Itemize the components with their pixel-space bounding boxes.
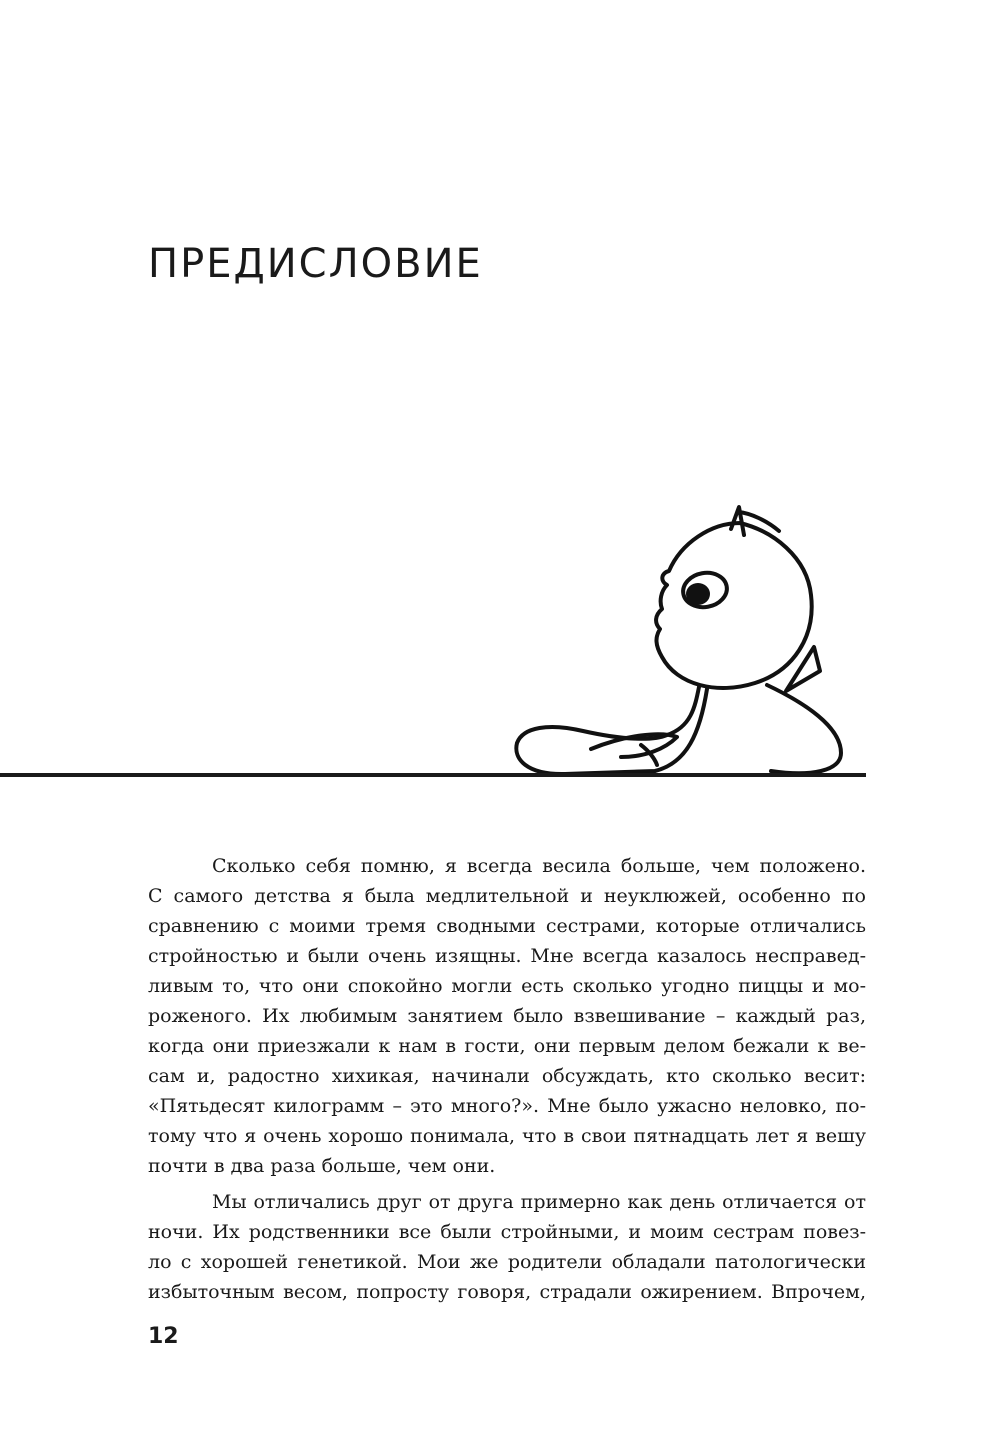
cartoon-creature-icon [505,495,855,785]
text-line: тому что я очень хорошо понимала, что в свои пятнадцать лет я вешу [148,1125,866,1147]
text-line: С самого детства я была медлительной и неуклюжей, особенно по [148,885,866,907]
text-line: избыточным весом, попросту говоря, страдали ожирением. Впрочем, [148,1281,866,1303]
text-line: стройностью и были очень изящны. Мне всегда казалось несправед- [148,945,866,967]
text-line: ливым то, что они спокойно могли есть сколько угодно пиццы и мо- [148,975,866,997]
text-line: ло с хорошей генетикой. Мои же родители обладали патологически [148,1251,866,1273]
text-line: «Пятьдесят килограмм – это много?». Мне было ужасно неловко, по- [148,1095,866,1117]
text-line: когда они приезжали к нам в гости, они первым делом бежали к ве- [148,1035,866,1057]
text-line: Мы отличались друг от друга примерно как день отличается от [212,1191,866,1213]
section-divider [0,773,866,777]
text-line: ночи. Их родственники все были стройными, и моим сестрам повез- [148,1221,866,1243]
body-text [148,851,866,1307]
text-line: сам и, радостно хихикая, начинали обсуждать, кто сколько весит: [148,1065,866,1087]
text-line: Сколько себя помню, я всегда весила больше, чем положено. [212,855,866,877]
text-line: сравнению с моими тремя сводными сестрами, которые отличались [148,915,866,937]
chapter-title: ПРЕДИСЛОВИЕ [148,241,483,287]
text-line: роженого. Их любимым занятием было взвешивание – каждый раз, [148,1005,866,1027]
text-line: почти в два раза больше, чем они. [148,1155,496,1177]
page-number: 12 [148,1324,179,1349]
